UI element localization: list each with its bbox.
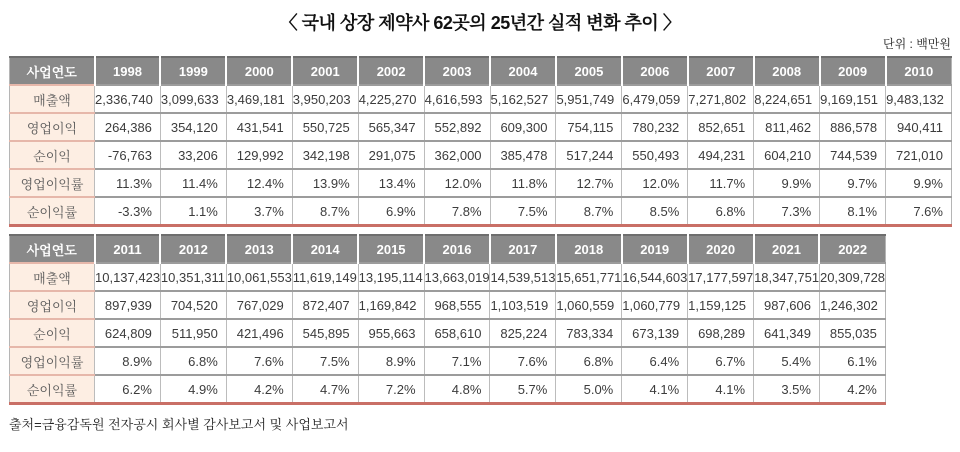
value-cell: 431,541 [226,113,292,141]
value-cell: 511,950 [160,319,226,347]
value-cell: 825,224 [490,319,556,347]
value-cell: 3.7% [226,197,292,226]
value-cell: 855,035 [819,319,885,347]
value-cell: 7.8% [424,197,490,226]
year-header: 2002 [358,57,424,85]
value-cell: 1,169,842 [358,291,424,319]
year-header: 2014 [292,235,358,263]
unit-label: 단위 : 백만원 [883,37,951,51]
value-cell: 9,169,151 [820,85,886,113]
row-label: 순이익 [10,141,95,169]
year-header: 2016 [424,235,490,263]
value-cell: 264,386 [95,113,161,141]
value-cell: 872,407 [292,291,358,319]
year-header: 2020 [688,235,754,263]
value-cell: 783,334 [556,319,622,347]
corner-label: 사업연도 [10,57,95,85]
value-cell: 5,162,527 [490,85,556,113]
value-cell: 129,992 [226,141,292,169]
value-cell: 494,231 [688,141,754,169]
year-header: 2009 [820,57,886,85]
value-cell: 698,289 [688,319,754,347]
table-row [10,347,886,375]
value-cell: 7.6% [226,347,292,375]
value-cell: 8.7% [556,197,622,226]
value-cell: 940,411 [886,113,952,141]
value-cell: 3,099,633 [160,85,226,113]
value-cell: 13.4% [358,169,424,197]
value-cell: 342,198 [292,141,358,169]
value-cell: 11.8% [490,169,556,197]
value-cell: 12.0% [622,169,688,197]
value-cell: 1.1% [160,197,226,226]
value-cell: 385,478 [490,141,556,169]
value-cell: 16,544,603 [622,263,688,291]
page-title: 〈 국내 상장 제약사 62곳의 25년간 실적 변화 추이 〉 [279,13,681,33]
value-cell: 1,246,302 [819,291,885,319]
value-cell: 641,349 [754,319,820,347]
year-header: 2006 [622,57,688,85]
value-cell: 9.7% [820,169,886,197]
table-row [10,141,952,169]
row-label: 영업이익률 [10,347,95,375]
value-cell: 13,195,114 [358,263,424,291]
value-cell: 7.5% [490,197,556,226]
value-cell: 13.9% [292,169,358,197]
value-cell: 1,060,779 [622,291,688,319]
year-header: 2015 [358,235,424,263]
value-cell: 550,493 [622,141,688,169]
value-cell: 33,206 [160,141,226,169]
year-header: 2011 [95,235,161,263]
year-header: 1998 [95,57,161,85]
table-1998-2010 [9,56,952,227]
value-cell: 811,462 [754,113,820,141]
row-label: 영업이익 [10,113,95,141]
value-cell: 291,075 [358,141,424,169]
value-cell: 4.1% [622,375,688,404]
value-cell: 968,555 [424,291,490,319]
value-cell: 20,309,728 [819,263,885,291]
value-cell: 10,137,423 [95,263,161,291]
year-header: 2003 [424,57,490,85]
value-cell: 7.6% [886,197,952,226]
table-header-row [10,57,952,85]
value-cell: 552,892 [424,113,490,141]
value-cell: 955,663 [358,319,424,347]
value-cell: 6,479,059 [622,85,688,113]
row-label: 순이익률 [10,197,95,226]
value-cell: -76,763 [95,141,161,169]
value-cell: 4,616,593 [424,85,490,113]
value-cell: 6.7% [688,347,754,375]
value-cell: 4,225,270 [358,85,424,113]
value-cell: 5.4% [754,347,820,375]
value-cell: 9,483,132 [886,85,952,113]
row-label: 순이익률 [10,375,95,404]
value-cell: 11,619,149 [292,263,358,291]
value-cell: 7.6% [490,347,556,375]
value-cell: 9.9% [754,169,820,197]
value-cell: 7,271,802 [688,85,754,113]
value-cell: 12.0% [424,169,490,197]
value-cell: 9.9% [886,169,952,197]
value-cell: 14,539,513 [490,263,556,291]
corner-label: 사업연도 [10,235,95,263]
year-header: 2018 [556,235,622,263]
value-cell: 421,496 [226,319,292,347]
year-header: 2001 [292,57,358,85]
year-header: 2004 [490,57,556,85]
value-cell: 4.2% [819,375,885,404]
year-header: 2017 [490,235,556,263]
table-row [10,113,952,141]
value-cell: 12.7% [556,169,622,197]
value-cell: 1,103,519 [490,291,556,319]
value-cell: 704,520 [160,291,226,319]
value-cell: 6.1% [819,347,885,375]
table-row [10,197,952,226]
value-cell: 7.3% [754,197,820,226]
value-cell: 8.5% [622,197,688,226]
value-cell: 354,120 [160,113,226,141]
row-label: 영업이익률 [10,169,95,197]
value-cell: 550,725 [292,113,358,141]
value-cell: 8.9% [358,347,424,375]
value-cell: 7.2% [358,375,424,404]
value-cell: 11.7% [688,169,754,197]
year-header: 2007 [688,57,754,85]
table-row [10,263,886,291]
value-cell: 3,469,181 [226,85,292,113]
table-row [10,375,886,404]
value-cell: 8.7% [292,197,358,226]
value-cell: 11.4% [160,169,226,197]
row-label: 순이익 [10,319,95,347]
value-cell: 5.7% [490,375,556,404]
value-cell: 7.1% [424,347,490,375]
value-cell: 15,651,771 [556,263,622,291]
table-row [10,291,886,319]
value-cell: 3,950,203 [292,85,358,113]
value-cell: 897,939 [95,291,161,319]
year-header: 2010 [886,57,952,85]
year-header: 2019 [622,235,688,263]
source-note: 출처=금융감독원 전자공시 회사별 감사보고서 및 사업보고서 [9,417,349,432]
value-cell: -3.3% [95,197,161,226]
value-cell: 18,347,751 [754,263,820,291]
table-row [10,319,886,347]
value-cell: 8.9% [95,347,161,375]
year-header: 2005 [556,57,622,85]
value-cell: 4.7% [292,375,358,404]
value-cell: 12.4% [226,169,292,197]
value-cell: 7.5% [292,347,358,375]
value-cell: 987,606 [754,291,820,319]
value-cell: 10,061,553 [226,263,292,291]
value-cell: 3.5% [754,375,820,404]
value-cell: 6.9% [358,197,424,226]
value-cell: 8,224,651 [754,85,820,113]
value-cell: 13,663,019 [424,263,490,291]
value-cell: 5.0% [556,375,622,404]
value-cell: 673,139 [622,319,688,347]
value-cell: 1,159,125 [688,291,754,319]
value-cell: 658,610 [424,319,490,347]
value-cell: 2,336,740 [95,85,161,113]
value-cell: 744,539 [820,141,886,169]
value-cell: 609,300 [490,113,556,141]
year-header: 1999 [160,57,226,85]
row-label: 매출액 [10,263,95,291]
value-cell: 6.8% [556,347,622,375]
table-row [10,85,952,113]
value-cell: 17,177,597 [688,263,754,291]
row-label: 영업이익 [10,291,95,319]
table-row [10,169,952,197]
year-header: 2013 [226,235,292,263]
value-cell: 10,351,311 [160,263,226,291]
value-cell: 4.2% [226,375,292,404]
value-cell: 604,210 [754,141,820,169]
year-header: 2022 [819,235,885,263]
value-cell: 4.1% [688,375,754,404]
value-cell: 545,895 [292,319,358,347]
year-header: 2012 [160,235,226,263]
value-cell: 11.3% [95,169,161,197]
year-header: 2021 [754,235,820,263]
value-cell: 886,578 [820,113,886,141]
value-cell: 8.1% [820,197,886,226]
value-cell: 517,244 [556,141,622,169]
value-cell: 721,010 [886,141,952,169]
table-2011-2022 [9,234,886,405]
value-cell: 780,232 [622,113,688,141]
value-cell: 6.2% [95,375,161,404]
value-cell: 754,115 [556,113,622,141]
year-header: 2008 [754,57,820,85]
value-cell: 767,029 [226,291,292,319]
value-cell: 4.9% [160,375,226,404]
value-cell: 5,951,749 [556,85,622,113]
value-cell: 4.8% [424,375,490,404]
value-cell: 852,651 [688,113,754,141]
value-cell: 565,347 [358,113,424,141]
value-cell: 6.4% [622,347,688,375]
value-cell: 624,809 [95,319,161,347]
table-header-row [10,235,886,263]
year-header: 2000 [226,57,292,85]
value-cell: 362,000 [424,141,490,169]
value-cell: 6.8% [688,197,754,226]
value-cell: 1,060,559 [556,291,622,319]
row-label: 매출액 [10,85,95,113]
value-cell: 6.8% [160,347,226,375]
